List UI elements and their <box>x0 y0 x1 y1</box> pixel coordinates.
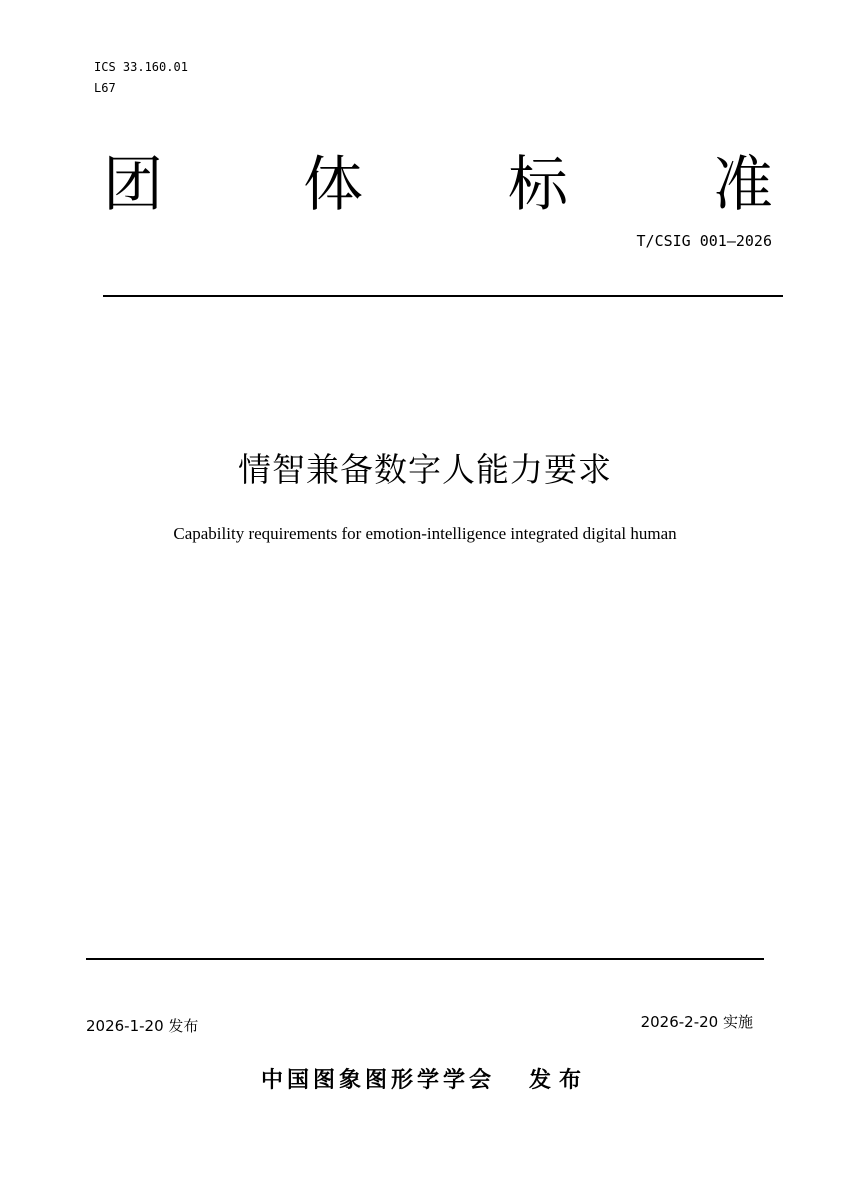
implement-date: 2026-2-20 实施 <box>640 1013 753 1031</box>
doc-type-char-2: 体 <box>303 150 363 220</box>
publisher-action: 发布 <box>529 1068 590 1093</box>
top-divider <box>103 295 783 297</box>
publish-date: 2026-1-20 发布 <box>86 1017 199 1035</box>
ics-code: ICS 33.160.01 <box>94 60 188 74</box>
doc-type-char-1: 团 <box>103 150 163 220</box>
title-chinese: 情智兼备数字人能力要求 <box>238 450 612 489</box>
bottom-divider <box>86 958 764 960</box>
doc-type-char-3: 标 <box>508 150 568 220</box>
publisher-line <box>0 1064 850 1098</box>
publisher-organization: 中国图象图形学学会 <box>260 1068 495 1093</box>
title-english: Capability requirements for emotion-intelligence integrated digital human <box>173 524 677 543</box>
standard-number: T/CSIG 001—2026 <box>636 232 772 250</box>
ccs-code: L67 <box>94 81 116 95</box>
doc-type-char-4: 准 <box>713 150 773 220</box>
